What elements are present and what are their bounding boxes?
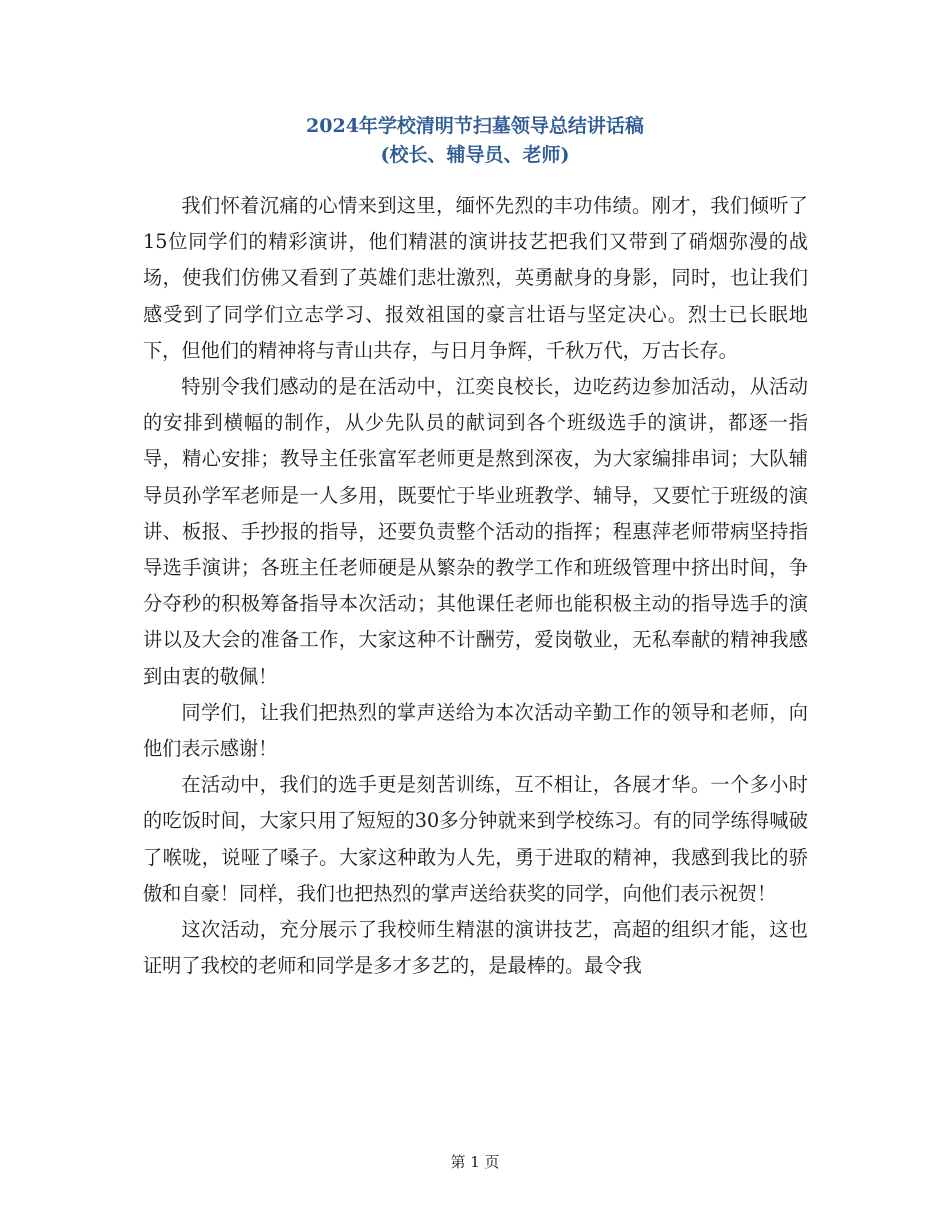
page-number: 第 1 页 (450, 1153, 500, 1171)
paragraph: 特别令我们感动的是在活动中，江奕良校长，边吃药边参加活动，从活动的安排到横幅的制作，从少先队员的献词到各个班级选手的演讲，都逐一指导，精心安排；教导主任张富军老师更是熬到深夜，为大家编排串词；大队辅导员孙学军老师是一人多用，既要忙于毕业班教学、辅导，又要忙于班级的演讲、板报、手抄报的指导，还要负责整个活动的指挥；程惠萍老师带病坚持指导选手演讲；各班主任老师硬是从繁杂的教学工作和班级管理中挤出时间，争分夺秒的积极筹备指导本次活动；其他课任老师也能积极主动的指导选手的演讲以及大会的准备工作，大家这种不计酬劳，爱岗敬业，无私奉献的精神我感到由衷的敬佩！ (143, 375, 808, 688)
paragraph: 我们怀着沉痛的心情来到这里，缅怀先烈的丰功伟绩。刚才，我们倾听了15位同学们的精彩演讲，他们精湛的演讲技艺把我们又带到了硝烟弥漫的战场，使我们仿佛又看到了英雄们悲壮激烈，英勇献身的身影，同时，也让我们感受到了同学们立志学习、报效祖国的豪言壮语与坚定决心。烈士已长眠地下，但他们的精神将与青山共存，与日月争辉，千秋万代，万古长存。 (143, 194, 808, 362)
paragraph: 这次活动，充分展示了我校师生精湛的演讲技艺，高超的组织才能，这也证明了我校的老师和同学是多才多艺的，是最棒的。最令我 (143, 918, 808, 978)
paragraph: 在活动中，我们的选手更是刻苦训练，互不相让，各展才华。一个多小时的吃饭时间，大家只用了短短的30多分钟就来到学校练习。有的同学练得喊破了喉咙，说哑了嗓子。大家这种敢为人先，勇于进取的精神，我感到我比的骄傲和自豪！同样，我们也把热烈的掌声送给获奖的同学，向他们表示祝贺！ (143, 773, 808, 905)
title-line-1: 2024年学校清明节扫墓领导总结讲话稿 (306, 115, 644, 137)
document-body (143, 188, 808, 984)
paragraph: 同学们，让我们把热烈的掌声送给为本次活动辛勤工作的领导和老师，向他们表示感谢！ (143, 700, 808, 761)
title-line-2: (校长、辅导员、老师) (380, 144, 570, 166)
document-title (0, 112, 950, 170)
